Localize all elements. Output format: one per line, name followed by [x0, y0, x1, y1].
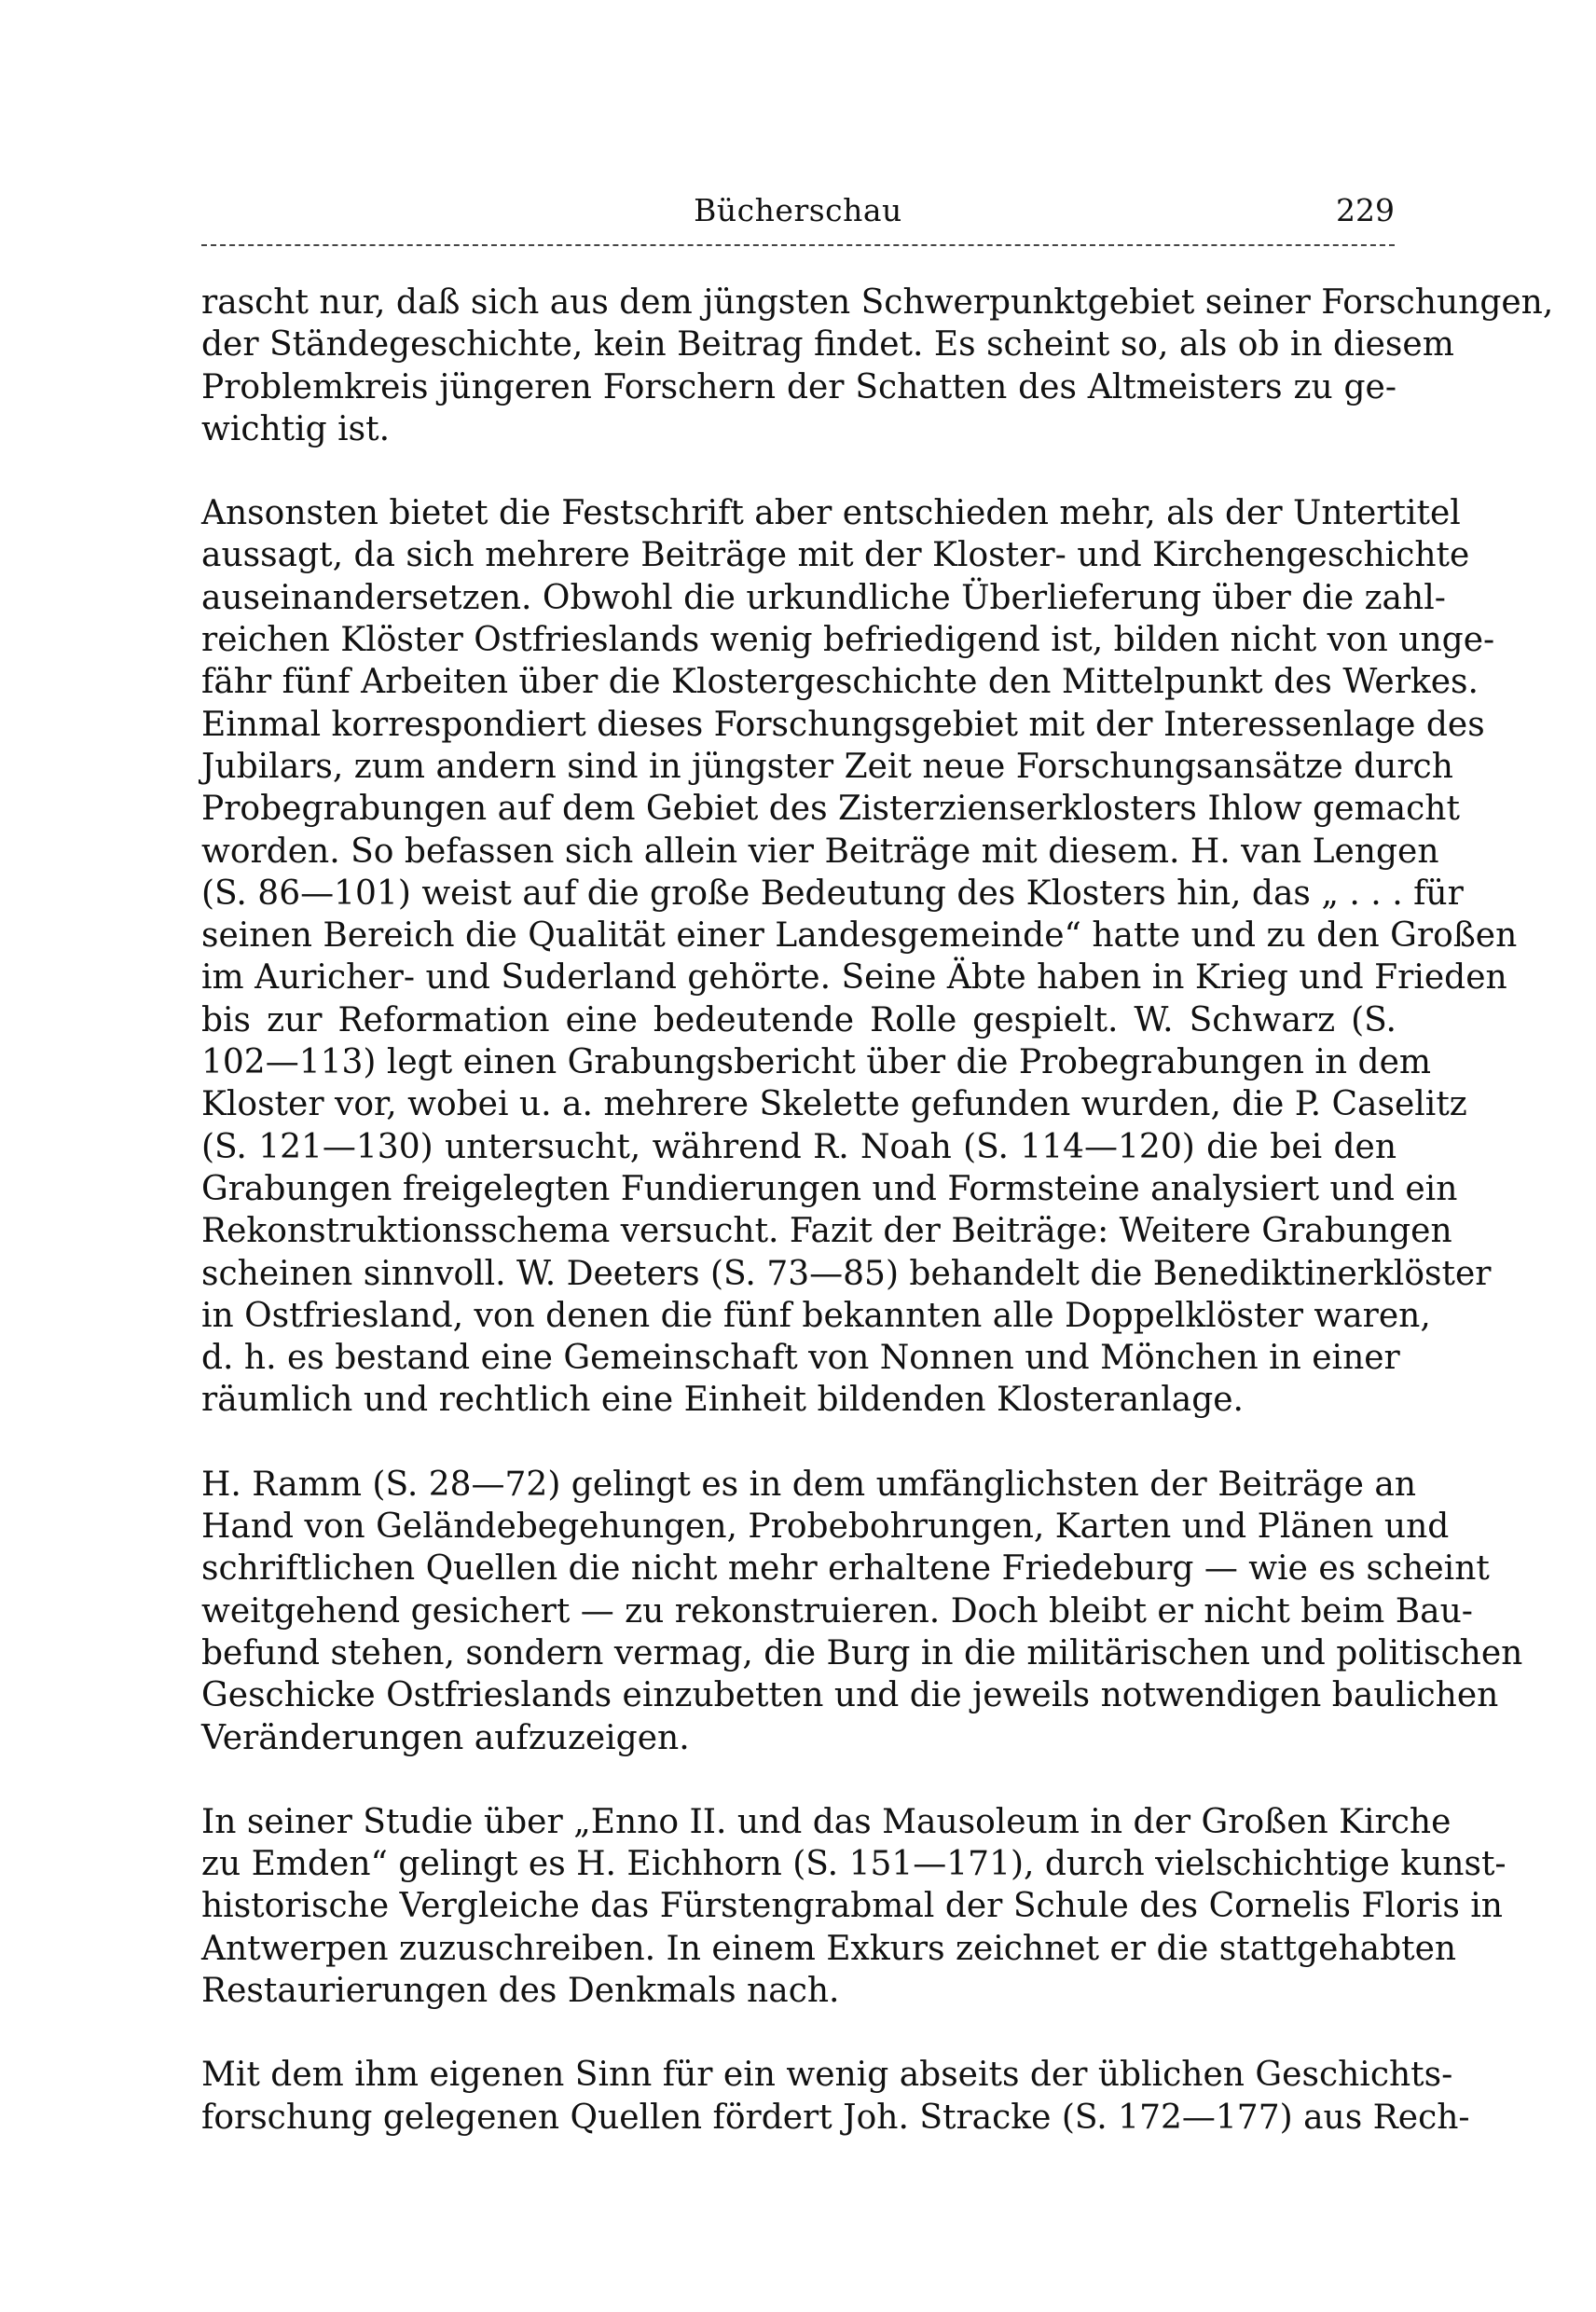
text-line: Einmal korrespondiert dieses Forschungsgebiet mit der Interessenlage des — [201, 705, 1485, 744]
text-line: (S. 121—130) untersucht, während R. Noah (S. 114—120) die bei den — [201, 1127, 1396, 1166]
text-line: Rekonstruktionsschema versucht. Fazit der Beiträge: Weitere Grabungen — [201, 1212, 1452, 1251]
text-line: d. h. es bestand eine Gemeinschaft von Nonnen und Mönchen in einer — [201, 1339, 1400, 1378]
text-line: Jubilars, zum andern sind in jüngster Zeit neue Forschungsansätze durch — [201, 747, 1453, 786]
header-rule — [201, 244, 1395, 246]
text-line: Ansonsten bietet die Festschrift aber entschieden mehr, als der Untertitel — [201, 494, 1461, 533]
text-line: worden. So befassen sich allein vier Beiträge mit diesem. H. van Lengen — [201, 832, 1439, 871]
running-head: Bücherschau — [694, 192, 902, 228]
body-text — [201, 282, 1554, 2181]
text-line: reichen Klöster Ostfrieslands wenig befriedigend ist, bilden nicht von unge- — [201, 621, 1495, 660]
text-line: H. Ramm (S. 28—72) gelingt es in dem umfänglichsten der Beiträge an — [201, 1465, 1417, 1504]
text-line: schriftlichen Quellen die nicht mehr erhaltene Friedeburg — wie es scheint — [201, 1549, 1490, 1589]
paragraph — [201, 1464, 1523, 1759]
text-line: räumlich und rechtlich eine Einheit bildenden Klosteranlage. — [201, 1381, 1245, 1420]
paragraph — [201, 282, 1554, 450]
text-line: in Ostfriesland, von denen die fünf bekannten alle Doppelklöster waren, — [201, 1296, 1431, 1335]
text-line: wichtig ist. — [201, 409, 391, 448]
text-line: scheinen sinnvoll. W. Deeters (S. 73—85) behandelt die Benediktinerklöster — [201, 1254, 1492, 1293]
paragraph — [201, 492, 1518, 1422]
text-line: der Ständegeschichte, kein Beitrag findet. Es scheint so, als ob in diesem — [201, 325, 1454, 365]
text-line: zu Emden“ gelingt es H. Eichhorn (S. 151—171), durch vielschichtige kunst- — [201, 1845, 1507, 1884]
paragraph — [201, 2054, 1470, 2139]
text-line: aussagt, da sich mehrere Beiträge mit der Kloster- und Kirchengeschichte — [201, 536, 1470, 575]
text-line: Problemkreis jüngeren Forschern der Schatten des Altmeisters zu ge- — [201, 367, 1396, 406]
text-line: Restaurierungen des Denkmals nach. — [201, 1971, 840, 2010]
text-line: Kloster vor, wobei u. a. mehrere Skelette gefunden wurden, die P. Caselitz — [201, 1085, 1467, 1124]
text-line: Veränderungen aufzuzeigen. — [201, 1718, 690, 1757]
paragraph — [201, 1801, 1507, 2012]
text-line: historische Vergleiche das Fürstengrabmal der Schule des Cornelis Floris in — [201, 1887, 1503, 1926]
text-line: Hand von Geländebegehungen, Probebohrungen, Karten und Plänen und — [201, 1507, 1450, 1547]
text-line: Probegrabungen auf dem Gebiet des Zisterzienserklosters Ihlow gemacht — [201, 790, 1460, 829]
text-line: 102—113) legt einen Grabungsbericht über die Probegrabungen in dem — [201, 1043, 1432, 1082]
text-line: befund stehen, sondern vermag, die Burg in die militärischen und politischen — [201, 1633, 1523, 1672]
text-line: auseinandersetzen. Obwohl die urkundliche Überlieferung über die zahl- — [201, 578, 1446, 617]
text-line: Grabungen freigelegten Fundierungen und Formsteine analysiert und ein — [201, 1169, 1458, 1208]
text-line: Geschicke Ostfrieslands einzubetten und die jeweils notwendigen baulichen — [201, 1676, 1499, 1715]
text-line: Antwerpen zuzuschreiben. In einem Exkurs zeichnet er die stattgehabten — [201, 1929, 1457, 1968]
text-line: forschung gelegenen Quellen fördert Joh. Stracke (S. 172—177) aus Rech- — [201, 2098, 1470, 2137]
page-number: 229 — [1336, 192, 1395, 228]
text-line: In seiner Studie über „Enno II. und das Mausoleum in der Großen Kirche — [201, 1802, 1452, 1841]
text-line: seinen Bereich die Qualität einer Landesgemeinde“ hatte und zu den Großen — [201, 916, 1518, 956]
text-line: bis zur Reformation eine bedeutende Rolle gespielt. W. Schwarz (S. — [201, 1000, 1396, 1039]
text-line: im Auricher- und Suderland gehörte. Seine Äbte haben in Krieg und Frieden — [201, 958, 1507, 998]
page-header — [201, 186, 1395, 235]
text-line: Mit dem ihm eigenen Sinn für ein wenig abseits der üblichen Geschichts- — [201, 2056, 1453, 2095]
text-line: weitgehend gesichert — zu rekonstruieren. Doch bleibt er nicht beim Bau- — [201, 1591, 1473, 1631]
text-line: fähr fünf Arbeiten über die Klostergeschichte den Mittelpunkt des Werkes. — [201, 663, 1479, 702]
text-line: (S. 86—101) weist auf die große Bedeutung des Klosters hin, das „ . . . für — [201, 874, 1464, 913]
text-line: rascht nur, daß sich aus dem jüngsten Schwerpunktgebiet seiner Forschungen, — [201, 283, 1554, 322]
